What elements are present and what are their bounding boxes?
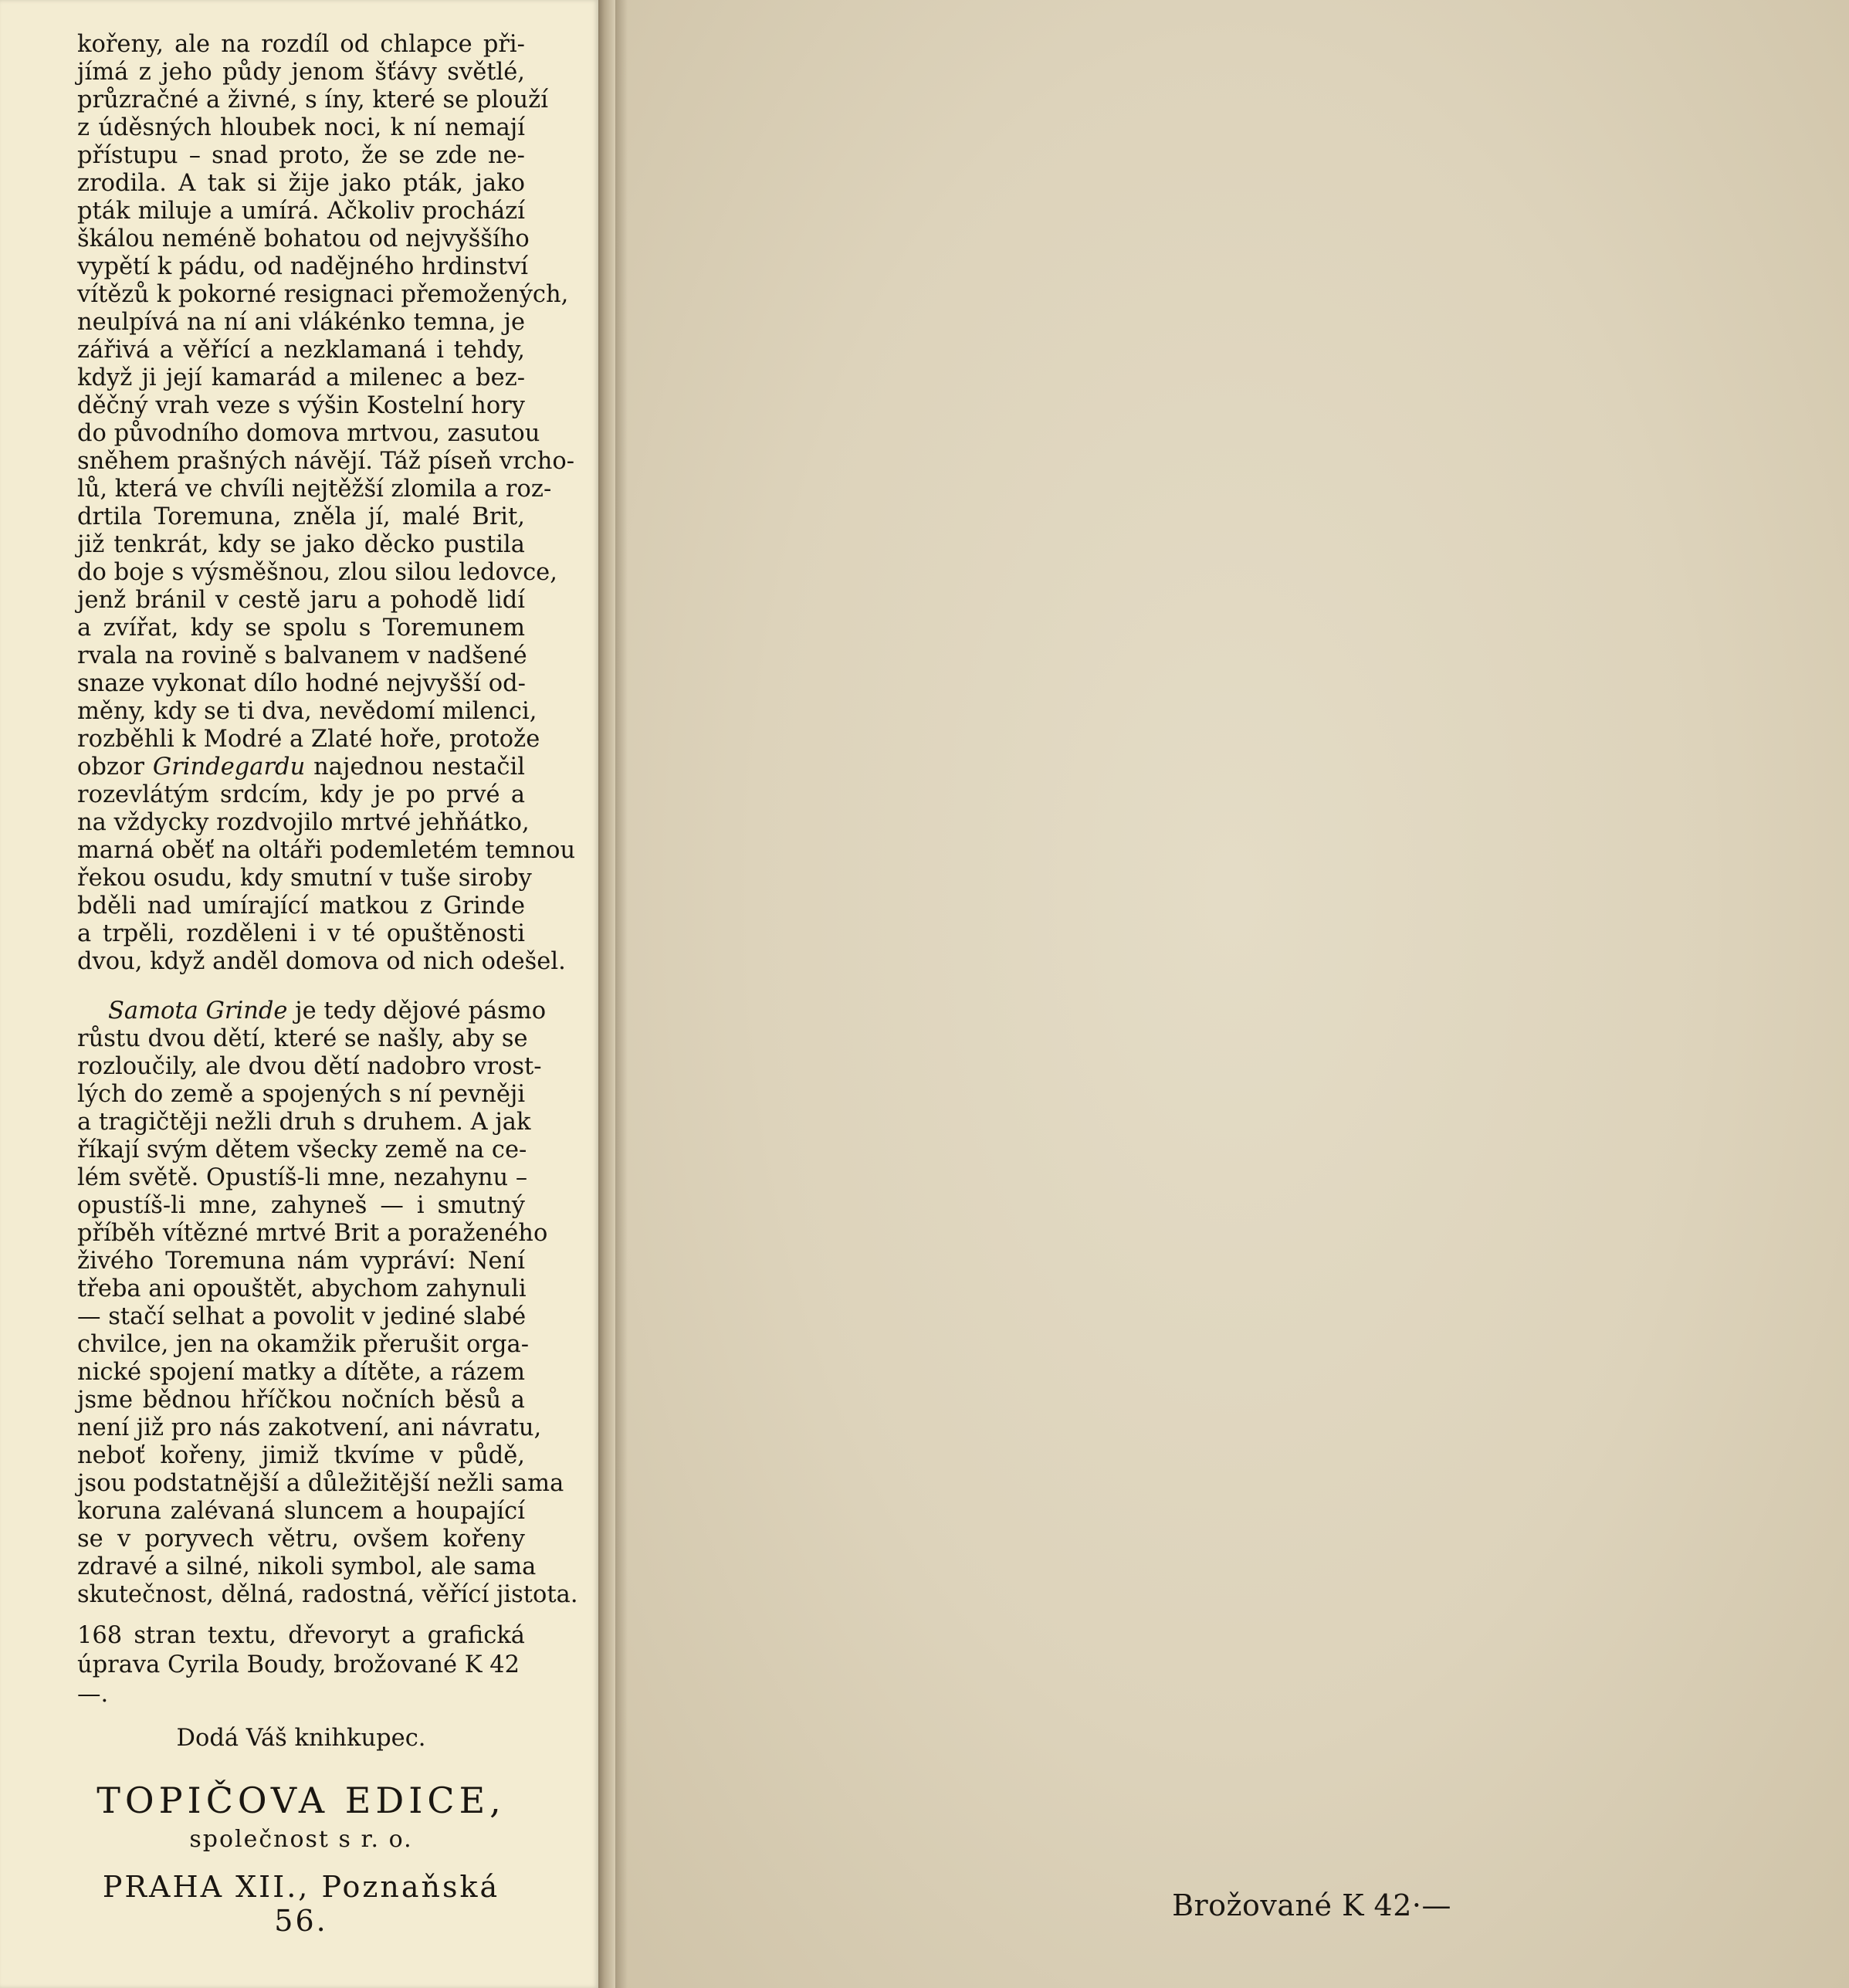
book-info-line-2: úprava Cyrila Boudy, brožované K 42—. [77,1651,520,1708]
text-line: — stačí selhat a povolit v jediné slabé [77,1303,527,1330]
text-line: lů, která ve chvíli nejtěžší zlomila a roz- [77,476,552,503]
text-line: koruna zalévaná sluncem a houpající [77,1498,525,1525]
text-line: vypětí k pádu, od nadějného hrdinství [77,253,529,280]
text-line: jímá z jeho půdy jenom šťávy světlé, [77,59,525,86]
text-line: příběh vítězné mrtvé Brit a poraženého [77,1220,548,1247]
text-line: dvou, když anděl domova od nich odešel. [77,948,566,975]
text-line: neboť kořeny, jimiž tkvíme v půdě, [77,1442,525,1469]
text-line: lých do země a spojených s ní pevněji [77,1081,526,1108]
text-line: sněhem prašných návějí. Táž píseň vrcho- [77,448,575,475]
text-line: živého Toremuna nám vypráví: Není [77,1248,525,1275]
publisher-address: PRAHA XII., Poznaňská 56. [102,1870,500,1938]
back-flap [0,0,598,1988]
text-line: do původního domova mrtvou, zasutou [77,420,540,447]
cover-price: Brožované K 42·— [1172,1888,1451,1922]
text-line: když ji její kamarád a milenec a bez- [77,364,525,391]
text-line: říkají svým dětem všecky země na ce- [77,1136,527,1163]
text-line: již tenkrát, kdy se jako děcko pustila [77,531,525,558]
publisher-company: společnost s r. o. [189,1826,413,1853]
text-line: neulpívá na ní ani vlákénko temna, je [77,309,525,336]
text-line: není již pro nás zakotvení, ani návratu, [77,1414,542,1441]
text-line: a zvířat, kdy se spolu s Toremunem [77,615,525,642]
text-line: marná oběť na oltáři podemletém temnou [77,837,576,864]
text-line: jsou podstatnější a důležitější nežli sama [77,1470,564,1497]
text-line: děčný vrah veze s výšin Kostelní hory [77,392,525,419]
paragraph-1 [77,31,576,976]
text-line: růstu dvou dětí, které se našly, aby se [77,1025,528,1052]
text-line: snaze vykonat dílo hodné nejvyšší od- [77,670,526,697]
flap-body-text [77,31,578,1609]
text-line: řekou osudu, kdy smutní v tuše siroby [77,865,532,892]
text-line: pták miluje a umírá. Ačkoliv prochází [77,198,525,225]
text-line: škálou neméně bohatou od nejvyššího [77,225,530,252]
text-line: zrodila. A tak si žije jako pták, jako [77,170,525,197]
text-line: obzor Grindegardu najednou nestačil [77,754,525,781]
publisher-block [77,1780,525,1938]
text-line: skutečnost, dělná, radostná, věřící jistota. [77,1581,578,1608]
text-line: rvala na rovině s balvanem v nadšené [77,642,527,669]
text-line: přístupu – snad proto, že se zde ne- [77,142,525,169]
text-line: lém světě. Opustíš-li mne, nezahynu – [77,1164,528,1191]
text-line: a tragičtěji nežli druh s druhem. A jak [77,1109,531,1136]
text-line: se v poryvech větru, ovšem kořeny [77,1526,525,1553]
text-line: zdravé a silné, nikoli symbol, ale sama [77,1553,537,1580]
book-title-italic: Samota Grinde [108,997,288,1024]
text-line: rozloučily, ale dvou dětí nadobro vrost- [77,1053,542,1080]
flap-fold-edge [598,0,615,1988]
text-line: a trpěli, rozděleni i v té opuštěnosti [77,920,525,947]
place-name-italic: Grindegardu [152,754,306,781]
book-info [77,1621,525,1709]
text-line: opustíš-li mne, zahyneš — i smutný [77,1192,525,1219]
text-line: do boje s výsměšnou, zlou silou ledovce, [77,559,557,586]
text-line: rozevlátým srdcím, kdy je po prvé a [77,781,525,808]
back-cover [615,0,1849,1988]
text-line: třeba ani opouštět, abychom zahynuli [77,1275,527,1302]
text-line: kořeny, ale na rozdíl od chlapce při- [77,31,525,58]
text-line: vítězů k pokorné resignaci přemožených, [77,281,569,308]
text-line: průzračné a živné, s íny, které se plouží [77,86,548,113]
text-line: chvilce, jen na okamžik přerušit orga- [77,1331,529,1358]
text-line: na vždycky rozdvojilo mrtvé jehňátko, [77,809,530,836]
text-line: zářivá a věřící a nezklamaná i tehdy, [77,337,525,364]
text-line: měny, kdy se ti dva, nevědomí milenci, [77,698,537,725]
book-info-line-1: 168 stran textu, dřevoryt a grafická [77,1622,525,1649]
paragraph-gap [77,976,525,997]
text-line: bděli nad umírající matkou z Grinde [77,892,525,919]
publisher-name: TOPIČOVA EDICE, [97,1780,506,1821]
text-line: jenž bránil v cestě jaru a pohodě lidí [77,587,525,614]
text-line: rozběhli k Modré a Zlaté hoře, protože [77,726,540,753]
text-line: z úděsných hloubek noci, k ní nemají [77,114,525,141]
paragraph-2 [77,997,578,1609]
dealer-note: Dodá Váš knihkupec. [176,1725,426,1752]
cover-fold-shadow [615,0,628,1988]
text-line: nické spojení matky a dítěte, a rázem [77,1359,525,1386]
text-line: jsme bědnou hříčkou nočních běsů a [77,1387,525,1414]
text-line: Samota Grinde je tedy dějové pásmo [108,997,547,1024]
text-line: drtila Toremuna, zněla jí, malé Brit, [77,503,525,530]
